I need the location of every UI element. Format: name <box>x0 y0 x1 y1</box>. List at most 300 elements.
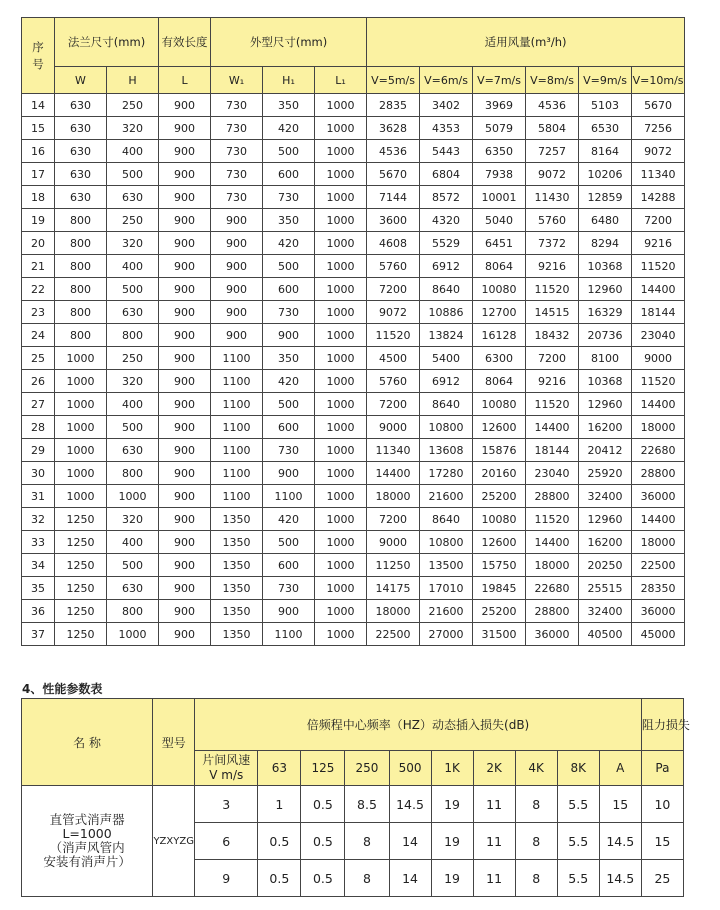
table-cell: 1100 <box>211 439 263 462</box>
table-cell: 33 <box>22 531 55 554</box>
table-cell: 4500 <box>367 347 420 370</box>
table-cell: 25920 <box>579 462 632 485</box>
table-cell: 12960 <box>579 508 632 531</box>
table-cell: 500 <box>263 255 315 278</box>
table-cell: 15 <box>599 786 641 823</box>
table-cell: 8 <box>345 860 389 897</box>
table-cell: 1250 <box>55 531 107 554</box>
table-cell: 5804 <box>526 117 579 140</box>
table-cell: 8640 <box>420 508 473 531</box>
table-cell: 28800 <box>632 462 685 485</box>
table-cell: 730 <box>211 140 263 163</box>
table-cell: 20 <box>22 232 55 255</box>
table-cell: 1000 <box>315 117 367 140</box>
table-cell: 31500 <box>473 623 526 646</box>
table-cell: 900 <box>159 508 211 531</box>
table-cell: 1000 <box>315 508 367 531</box>
table-cell: 3628 <box>367 117 420 140</box>
table-cell: 5103 <box>579 94 632 117</box>
table-cell: 800 <box>107 462 159 485</box>
table-cell: 5079 <box>473 117 526 140</box>
header-outer-size: 外型尺寸(mm) <box>211 18 367 67</box>
table-cell: 15 <box>641 823 683 860</box>
table-cell: 9072 <box>632 140 685 163</box>
table-cell: 420 <box>263 117 315 140</box>
table-cell: 14.5 <box>599 823 641 860</box>
table-cell: 11250 <box>367 554 420 577</box>
table-cell: 10080 <box>473 393 526 416</box>
table-cell: 9216 <box>526 255 579 278</box>
table-cell: 9 <box>195 860 258 897</box>
subheader-5: L₁ <box>315 67 367 94</box>
table-cell: 900 <box>159 117 211 140</box>
subheader-6: V=5m/s <box>367 67 420 94</box>
table-cell: 14 <box>22 94 55 117</box>
table-cell: 3600 <box>367 209 420 232</box>
table-cell: 1100 <box>263 485 315 508</box>
table-cell: 1100 <box>211 462 263 485</box>
table-row <box>22 577 685 600</box>
table-row <box>22 554 685 577</box>
table-cell: 17280 <box>420 462 473 485</box>
table-cell: 10080 <box>473 278 526 301</box>
table-cell: 4536 <box>526 94 579 117</box>
table-cell: 10368 <box>579 370 632 393</box>
table-cell: 800 <box>55 324 107 347</box>
table-cell: 11 <box>473 860 515 897</box>
table-cell: 600 <box>263 554 315 577</box>
table-cell: 1100 <box>211 370 263 393</box>
table-cell: 6530 <box>579 117 632 140</box>
table-cell: 900 <box>211 301 263 324</box>
table-cell: 1350 <box>211 600 263 623</box>
table-cell: 800 <box>55 301 107 324</box>
table-cell: 900 <box>211 278 263 301</box>
table-cell: 11520 <box>367 324 420 347</box>
table-cell: 730 <box>211 94 263 117</box>
header-model: 型号 <box>153 699 195 786</box>
table-cell: 32400 <box>579 600 632 623</box>
table-cell: 800 <box>107 600 159 623</box>
table-cell: 900 <box>159 324 211 347</box>
table-row <box>22 508 685 531</box>
table-cell: 8294 <box>579 232 632 255</box>
header-freq-3: 500 <box>389 751 431 786</box>
table-cell: 900 <box>159 140 211 163</box>
table-cell: 5760 <box>526 209 579 232</box>
table-cell: 900 <box>159 209 211 232</box>
table-cell: 1350 <box>211 554 263 577</box>
table-cell: 900 <box>159 347 211 370</box>
subheader-8: V=7m/s <box>473 67 526 94</box>
product-name-line: 安装有消声片） <box>43 854 131 869</box>
table-cell: 5529 <box>420 232 473 255</box>
header-freq-2: 250 <box>345 751 389 786</box>
table-cell: 420 <box>263 370 315 393</box>
table-cell: 20736 <box>579 324 632 347</box>
table-cell: 900 <box>159 416 211 439</box>
table-cell: 1350 <box>211 623 263 646</box>
table-row <box>22 140 685 163</box>
table-cell: 730 <box>211 186 263 209</box>
table-cell: 320 <box>107 232 159 255</box>
table-cell: 8640 <box>420 278 473 301</box>
table-cell: 36000 <box>632 600 685 623</box>
table-cell: 800 <box>55 278 107 301</box>
table-cell: 25200 <box>473 600 526 623</box>
subheader-10: V=9m/s <box>579 67 632 94</box>
table-cell: 1000 <box>55 485 107 508</box>
table-cell: 6804 <box>420 163 473 186</box>
section-title: 4、性能参数表 <box>22 682 103 696</box>
table-cell: 1000 <box>315 416 367 439</box>
table-cell: 420 <box>263 508 315 531</box>
table-cell: 900 <box>159 485 211 508</box>
table-cell: 1000 <box>315 623 367 646</box>
table-cell: 8 <box>515 823 557 860</box>
table-cell: 14400 <box>632 393 685 416</box>
table-cell: 14400 <box>526 416 579 439</box>
table-cell: 16 <box>22 140 55 163</box>
table-row <box>22 393 685 416</box>
table-cell: 1000 <box>315 531 367 554</box>
table-cell: 6480 <box>579 209 632 232</box>
table-cell: 10800 <box>420 531 473 554</box>
table-cell: 22 <box>22 278 55 301</box>
table-cell: 21600 <box>420 485 473 508</box>
table-cell: 11520 <box>526 393 579 416</box>
table-cell: 40500 <box>579 623 632 646</box>
table-cell: 5760 <box>367 370 420 393</box>
table-cell: 5.5 <box>557 823 599 860</box>
table-cell: 3969 <box>473 94 526 117</box>
table-cell: 6350 <box>473 140 526 163</box>
table-cell: 17 <box>22 163 55 186</box>
table-cell: 7372 <box>526 232 579 255</box>
table-cell: 900 <box>263 600 315 623</box>
table-cell: 630 <box>55 140 107 163</box>
subheader-0: W <box>55 67 107 94</box>
table-row <box>22 324 685 347</box>
table-cell: 11520 <box>632 370 685 393</box>
table-cell: 4353 <box>420 117 473 140</box>
table-cell: 7200 <box>632 209 685 232</box>
table-cell: 11520 <box>526 508 579 531</box>
table-cell: 1000 <box>315 232 367 255</box>
table-cell: 22680 <box>526 577 579 600</box>
product-name-line: L=1000 <box>62 826 112 841</box>
table-cell: 14400 <box>367 462 420 485</box>
product-name-line: 直管式消声器 <box>49 812 125 827</box>
table-cell: 31 <box>22 485 55 508</box>
table-cell: 14.5 <box>599 860 641 897</box>
table-row <box>22 600 685 623</box>
table-cell: 35 <box>22 577 55 600</box>
table-cell: 2835 <box>367 94 420 117</box>
table-cell: 0.5 <box>301 786 345 823</box>
table-cell: 500 <box>107 554 159 577</box>
table-cell: 1000 <box>315 140 367 163</box>
table-cell: 8.5 <box>345 786 389 823</box>
table-cell: 19845 <box>473 577 526 600</box>
table-cell: 900 <box>159 531 211 554</box>
table-cell: 26 <box>22 370 55 393</box>
table-cell: 730 <box>263 577 315 600</box>
table-cell: 28350 <box>632 577 685 600</box>
subheader-3: W₁ <box>211 67 263 94</box>
header-flange-size: 法兰尺寸(mm) <box>55 18 159 67</box>
table-cell: 11520 <box>632 255 685 278</box>
table-cell: 20250 <box>579 554 632 577</box>
table-cell: 1250 <box>55 508 107 531</box>
table-cell: 800 <box>107 324 159 347</box>
table-cell: 630 <box>107 439 159 462</box>
table-cell: 12960 <box>579 393 632 416</box>
table-cell: 9216 <box>526 370 579 393</box>
table-cell: 350 <box>263 94 315 117</box>
table-row <box>22 278 685 301</box>
table-cell: 14175 <box>367 577 420 600</box>
table-cell: 1350 <box>211 577 263 600</box>
table-row <box>22 416 685 439</box>
table-cell: 1100 <box>263 623 315 646</box>
table-cell: 1000 <box>315 186 367 209</box>
table-cell: 12960 <box>579 278 632 301</box>
table-cell: 11340 <box>367 439 420 462</box>
table-row <box>22 462 685 485</box>
header-freq-1: 125 <box>301 751 345 786</box>
subheader-2: L <box>159 67 211 94</box>
table-cell: 1000 <box>55 439 107 462</box>
table-cell: 1000 <box>315 439 367 462</box>
table-cell: 18 <box>22 186 55 209</box>
table-cell: 730 <box>211 163 263 186</box>
table-cell: 900 <box>159 393 211 416</box>
table-cell: 250 <box>107 347 159 370</box>
table-cell: 7200 <box>367 508 420 531</box>
table-cell: 15 <box>22 117 55 140</box>
table-cell: 23 <box>22 301 55 324</box>
table-cell: 27 <box>22 393 55 416</box>
table-cell: 500 <box>107 163 159 186</box>
table-cell: 4536 <box>367 140 420 163</box>
table-cell: 400 <box>107 140 159 163</box>
header-velocity: 片间风速 V m/s <box>195 751 258 786</box>
header-freq-4: 1K <box>431 751 473 786</box>
table-cell: 900 <box>159 623 211 646</box>
table-cell: 320 <box>107 370 159 393</box>
table-cell: 900 <box>211 324 263 347</box>
table-cell: 0.5 <box>258 860 301 897</box>
table-cell: 18000 <box>526 554 579 577</box>
table-cell: 0.5 <box>301 860 345 897</box>
product-model: YZXYZG <box>153 786 195 897</box>
table-cell: 400 <box>107 255 159 278</box>
table-cell: 1000 <box>55 370 107 393</box>
table-cell: 18144 <box>526 439 579 462</box>
table-cell: 900 <box>159 232 211 255</box>
table-cell: 14288 <box>632 186 685 209</box>
table-cell: 1250 <box>55 623 107 646</box>
table-cell: 5443 <box>420 140 473 163</box>
subheader-1: H <box>107 67 159 94</box>
table-cell: 8064 <box>473 370 526 393</box>
table-row <box>22 347 685 370</box>
table-cell: 9000 <box>632 347 685 370</box>
table-cell: 14.5 <box>389 786 431 823</box>
table-cell: 1250 <box>55 554 107 577</box>
table-cell: 1000 <box>315 163 367 186</box>
table-cell: 1250 <box>55 577 107 600</box>
table-row <box>22 209 685 232</box>
table-cell: 900 <box>159 186 211 209</box>
table-cell: 9072 <box>526 163 579 186</box>
table-cell: 5400 <box>420 347 473 370</box>
table-cell: 14400 <box>526 531 579 554</box>
table-cell: 21 <box>22 255 55 278</box>
table-cell: 14515 <box>526 301 579 324</box>
table-cell: 16200 <box>579 416 632 439</box>
table-cell: 630 <box>107 301 159 324</box>
table-cell: 800 <box>55 232 107 255</box>
table-cell: 1000 <box>315 94 367 117</box>
table-cell: 500 <box>107 278 159 301</box>
table-cell: 900 <box>211 255 263 278</box>
header-freq-5: 2K <box>473 751 515 786</box>
table-cell: 900 <box>159 462 211 485</box>
table-cell: 13500 <box>420 554 473 577</box>
table-cell: 16128 <box>473 324 526 347</box>
product-name <box>22 786 153 897</box>
table-cell: 1000 <box>315 347 367 370</box>
table-cell: 900 <box>211 209 263 232</box>
table-cell: 1350 <box>211 531 263 554</box>
table-cell: 7200 <box>526 347 579 370</box>
table-cell: 1000 <box>55 462 107 485</box>
header-freq-6: 4K <box>515 751 557 786</box>
table-cell: 12700 <box>473 301 526 324</box>
table-cell: 30 <box>22 462 55 485</box>
table-cell: 16200 <box>579 531 632 554</box>
table-cell: 25200 <box>473 485 526 508</box>
table-cell: 1000 <box>315 600 367 623</box>
table-cell: 29 <box>22 439 55 462</box>
table-cell: 8164 <box>579 140 632 163</box>
table-cell: 1 <box>258 786 301 823</box>
table-cell: 10206 <box>579 163 632 186</box>
table-cell: 500 <box>263 531 315 554</box>
table-cell: 24 <box>22 324 55 347</box>
table-cell: 9072 <box>367 301 420 324</box>
table-cell: 900 <box>159 94 211 117</box>
table-cell: 800 <box>55 255 107 278</box>
table-cell: 500 <box>107 416 159 439</box>
table-cell: 12600 <box>473 531 526 554</box>
table-cell: 9000 <box>367 416 420 439</box>
table-row <box>22 439 685 462</box>
table-cell: 800 <box>55 209 107 232</box>
table-cell: 36000 <box>526 623 579 646</box>
table-cell: 420 <box>263 232 315 255</box>
table-cell: 1000 <box>55 416 107 439</box>
table-cell: 8 <box>515 860 557 897</box>
table-cell: 13608 <box>420 439 473 462</box>
table-cell: 5.5 <box>557 860 599 897</box>
table-cell: 36 <box>22 600 55 623</box>
table-cell: 900 <box>159 600 211 623</box>
table-cell: 630 <box>55 94 107 117</box>
table-cell: 900 <box>159 278 211 301</box>
table-cell: 28 <box>22 416 55 439</box>
table-cell: 5670 <box>367 163 420 186</box>
table-cell: 1000 <box>55 393 107 416</box>
table-cell: 1000 <box>315 554 367 577</box>
table-cell: 900 <box>159 554 211 577</box>
table-cell: 320 <box>107 508 159 531</box>
table-cell: 8064 <box>473 255 526 278</box>
table-cell: 1100 <box>211 416 263 439</box>
table-cell: 16329 <box>579 301 632 324</box>
table-cell: 1100 <box>211 393 263 416</box>
table-cell: 11 <box>473 823 515 860</box>
table-cell: 900 <box>211 232 263 255</box>
table-cell: 0.5 <box>258 823 301 860</box>
table-cell: 9216 <box>632 232 685 255</box>
header-octave-loss: 倍频程中心频率（HZ）动态插入损失(dB) <box>195 699 642 751</box>
table-cell: 12600 <box>473 416 526 439</box>
header-freq-7: 8K <box>557 751 599 786</box>
subheader-9: V=8m/s <box>526 67 579 94</box>
table-cell: 28800 <box>526 600 579 623</box>
table-cell: 8640 <box>420 393 473 416</box>
table-cell: 3402 <box>420 94 473 117</box>
table-cell: 25 <box>641 860 683 897</box>
table-cell: 600 <box>263 278 315 301</box>
table-cell: 11340 <box>632 163 685 186</box>
table-cell: 250 <box>107 209 159 232</box>
table-cell: 320 <box>107 117 159 140</box>
table-cell: 11 <box>473 786 515 823</box>
table-cell: 1250 <box>55 600 107 623</box>
table-cell: 14400 <box>632 508 685 531</box>
table-row <box>22 255 685 278</box>
table-cell: 6451 <box>473 232 526 255</box>
table-row <box>22 623 685 646</box>
table-cell: 0.5 <box>301 823 345 860</box>
table-cell: 1350 <box>211 508 263 531</box>
table-cell: 11430 <box>526 186 579 209</box>
table-row <box>22 94 685 117</box>
table-cell: 900 <box>159 301 211 324</box>
table-cell: 1000 <box>315 577 367 600</box>
table-cell: 1100 <box>211 485 263 508</box>
table-cell: 1000 <box>315 255 367 278</box>
table-cell: 9000 <box>367 531 420 554</box>
table-cell: 1000 <box>315 485 367 508</box>
table-cell: 23040 <box>632 324 685 347</box>
table-cell: 10800 <box>420 416 473 439</box>
table-cell: 900 <box>159 577 211 600</box>
table-cell: 1000 <box>315 393 367 416</box>
table-row <box>22 786 684 823</box>
table-cell: 7257 <box>526 140 579 163</box>
table-cell: 8572 <box>420 186 473 209</box>
table-cell: 20160 <box>473 462 526 485</box>
table-cell: 15750 <box>473 554 526 577</box>
product-name-line: （消声风管内 <box>49 840 125 855</box>
table-cell: 23040 <box>526 462 579 485</box>
table-cell: 900 <box>159 439 211 462</box>
